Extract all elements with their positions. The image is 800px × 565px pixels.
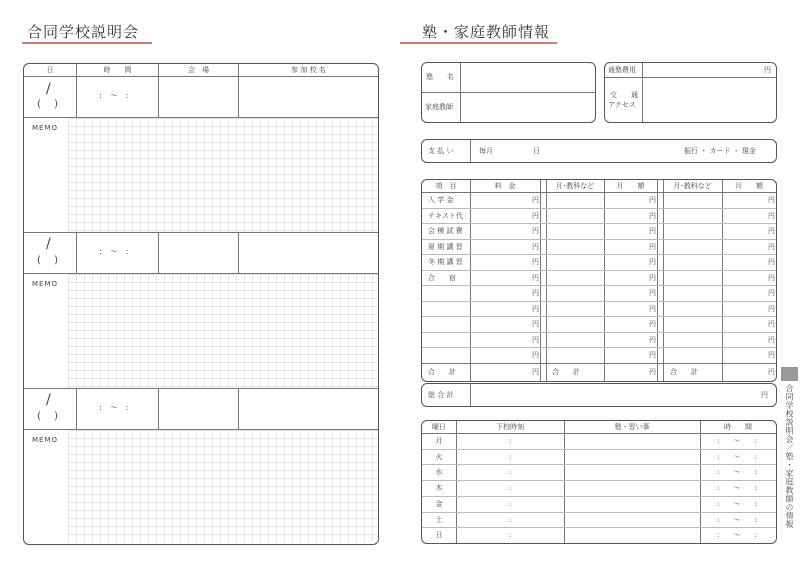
fee-yen: 円 (649, 367, 656, 376)
fee-yen: 円 (768, 367, 775, 376)
fee-yen: 円 (649, 273, 656, 282)
col-line (564, 421, 565, 543)
col-line (158, 232, 159, 273)
side-tab-label: 合同学校説明会／塾・家庭教師の情報 (785, 384, 794, 529)
row-divider (422, 464, 776, 465)
schedule-leave-colon: : (509, 437, 512, 445)
memo-grid[interactable] (68, 118, 378, 232)
col-line (700, 421, 701, 543)
left-title: 合同学校説明会 (27, 23, 140, 41)
subtotal-divider (422, 363, 776, 364)
fee-yen: 円 (532, 351, 539, 359)
schedule-leave-colon: : (509, 452, 512, 461)
traffic-label: 交 通 (610, 91, 638, 99)
col-line (158, 64, 159, 117)
fee-yen: 円 (768, 273, 775, 282)
row-divider (422, 254, 776, 255)
schedule-leave-colon: : (509, 531, 512, 540)
col-line (546, 180, 547, 381)
grand-total-box (421, 383, 777, 407)
fee-yen: 円 (649, 242, 656, 251)
fee-yen: 円 (532, 258, 539, 266)
fee-yen: 円 (768, 304, 775, 313)
row-divider (422, 223, 776, 224)
row-divider (422, 92, 595, 93)
commute-info-box (604, 62, 777, 123)
entry-divider (24, 232, 378, 233)
briefing-table (23, 63, 379, 545)
row-divider (422, 285, 776, 286)
schedule-header: 下校時刻 (496, 423, 524, 431)
fee-yen: 円 (768, 335, 775, 344)
left-title-underline (22, 42, 152, 44)
fee-yen: 円 (768, 227, 775, 235)
schedule-leave-colon: : (509, 468, 512, 477)
col-line (158, 388, 159, 429)
right-title: 塾・家庭教師情報 (422, 23, 551, 41)
fee-yen: 円 (532, 367, 539, 376)
schedule-leave-colon: : (509, 499, 512, 508)
entry-time: : ～ : (99, 91, 129, 100)
fee-item-label: 入 学 金 (428, 196, 454, 204)
schedule-day: 木 (435, 484, 443, 493)
col-line (470, 384, 471, 406)
row-divider (422, 527, 776, 528)
row-divider (422, 512, 776, 513)
fee-yen: 円 (649, 304, 656, 313)
entry-date-slash: / (46, 236, 51, 252)
fee-header: 月 額 (616, 182, 645, 190)
entry-time: : ～ : (99, 403, 129, 412)
fee-yen: 円 (532, 304, 539, 313)
fee-yen: 円 (649, 335, 656, 344)
fee-item-label: テキスト代 (428, 211, 463, 220)
fee-yen: 円 (532, 273, 539, 282)
fee-yen: 円 (649, 351, 656, 359)
row-divider (422, 208, 776, 209)
fee-header: 料 金 (494, 182, 516, 190)
fee-header: 項 目 (435, 182, 457, 190)
schedule-header: 時 間 (724, 423, 752, 431)
payment-day: 日 (533, 147, 540, 155)
entry-date-paren: ( ) (37, 255, 58, 266)
subtotal-label: 合 計 (552, 367, 580, 376)
col-line (663, 180, 664, 381)
header-schools: 参 加 校 名 (291, 66, 326, 74)
payment-box (421, 139, 777, 163)
fee-yen: 円 (768, 289, 775, 297)
row-divider (422, 347, 776, 348)
memo-label: MEMO (32, 124, 59, 132)
subtotal-label: 合 計 (428, 367, 456, 376)
col-line (76, 64, 77, 117)
header-time: 時 間 (103, 66, 132, 74)
fee-yen: 円 (532, 289, 539, 297)
fee-item-label: 冬 期 講 習 (428, 258, 463, 266)
fee-yen: 円 (532, 335, 539, 344)
fee-yen: 円 (649, 227, 656, 235)
grand-total-label: 総 合 計 (428, 391, 454, 399)
fee-yen: 円 (649, 289, 656, 297)
col-line (76, 388, 77, 429)
fee-yen: 円 (768, 211, 775, 220)
col-line (657, 180, 658, 381)
col-line (460, 63, 461, 122)
schedule-header: 曜日 (432, 423, 446, 431)
commute-cost-label: 通塾費用 (608, 66, 636, 74)
payment-label: 支 払 い (428, 147, 454, 155)
fee-item-label: 合 宿 (428, 273, 456, 282)
entry-date-paren: ( ) (37, 99, 58, 110)
subtotal-label: 合 計 (670, 367, 698, 376)
entry-time: : ～ : (99, 247, 129, 256)
schedule-time: : ～ : (717, 499, 757, 508)
fee-yen: 円 (532, 242, 539, 251)
schedule-day: 水 (435, 468, 443, 477)
fee-yen: 円 (532, 227, 539, 235)
entry-divider (24, 388, 378, 389)
row-divider (422, 480, 776, 481)
juku-name-label: 塾 名 (426, 73, 454, 81)
row-divider (422, 301, 776, 302)
fee-yen: 円 (532, 320, 539, 328)
col-line (76, 232, 77, 273)
col-line (456, 421, 457, 543)
payment-methods: 振行 ・ カード ・ 現金 (684, 147, 756, 155)
commute-yen: 円 (764, 66, 771, 74)
fee-yen: 円 (649, 320, 656, 328)
fee-yen: 円 (768, 351, 775, 359)
schedule-leave-colon: : (509, 484, 512, 493)
schedule-day: 月 (435, 437, 443, 445)
col-line (238, 232, 239, 273)
memo-grid[interactable] (68, 274, 378, 388)
fee-item-label: 夏 期 講 習 (428, 242, 463, 251)
fee-yen: 円 (649, 211, 656, 220)
schedule-day: 日 (435, 531, 443, 540)
fee-yen: 円 (768, 242, 775, 251)
row-divider (422, 332, 776, 333)
schedule-time: : ～ : (717, 484, 757, 493)
schedule-day: 土 (435, 515, 443, 524)
right-title-underline (400, 42, 557, 44)
schedule-table (421, 420, 777, 544)
fee-header: 月 額 (735, 182, 763, 190)
fee-yen: 円 (768, 320, 775, 328)
header-divider (24, 76, 378, 77)
schedule-day: 火 (435, 452, 443, 461)
schedule-time: : ～ : (717, 515, 757, 524)
fee-header: 月･教科など (673, 182, 712, 190)
row-divider (605, 77, 776, 78)
schedule-time: : ～ : (717, 468, 757, 477)
fee-yen: 円 (649, 258, 656, 266)
fee-yen: 円 (532, 211, 539, 220)
fee-header: 月･教科など (555, 182, 595, 190)
fee-yen: 円 (532, 196, 539, 204)
col-line (642, 63, 643, 122)
schedule-time: : ～ : (717, 531, 757, 540)
header-divider (422, 433, 776, 434)
schedule-leave-colon: : (509, 515, 512, 524)
col-line (604, 180, 605, 381)
side-tab-marker (781, 367, 798, 381)
row-divider (422, 496, 776, 497)
row-divider (422, 316, 776, 317)
tutor-label: 家庭教師 (425, 103, 453, 111)
header-date: 日 (46, 66, 54, 74)
entry-date-slash: / (46, 81, 51, 97)
schedule-time: : ～ : (717, 452, 757, 461)
memo-label: MEMO (32, 280, 59, 288)
memo-grid[interactable] (68, 430, 378, 542)
fee-yen: 円 (768, 196, 775, 204)
schedule-time: : ～ : (717, 437, 757, 445)
col-line (540, 180, 541, 381)
header-venue: 会 場 (188, 66, 209, 74)
col-line (470, 140, 471, 162)
juku-info-box (421, 62, 596, 123)
grand-total-yen: 円 (761, 391, 768, 399)
access-label: アクセス (608, 101, 636, 109)
col-line (470, 180, 471, 381)
schedule-day: 金 (435, 499, 443, 508)
col-line (238, 64, 239, 117)
row-divider (422, 270, 776, 271)
fee-yen: 円 (649, 196, 656, 204)
fee-item-label: 会 模 試 費 (428, 227, 463, 235)
col-line (238, 388, 239, 429)
row-divider (422, 449, 776, 450)
row-divider (422, 239, 776, 240)
payment-monthly: 毎月 (479, 147, 493, 155)
entry-date-paren: ( ) (37, 411, 58, 422)
col-line (722, 180, 723, 381)
fee-yen: 円 (768, 258, 775, 266)
memo-label: MEMO (32, 436, 59, 444)
entry-date-slash: / (46, 392, 51, 408)
fee-table (421, 179, 777, 382)
schedule-header: 塾・習い事 (614, 423, 650, 431)
